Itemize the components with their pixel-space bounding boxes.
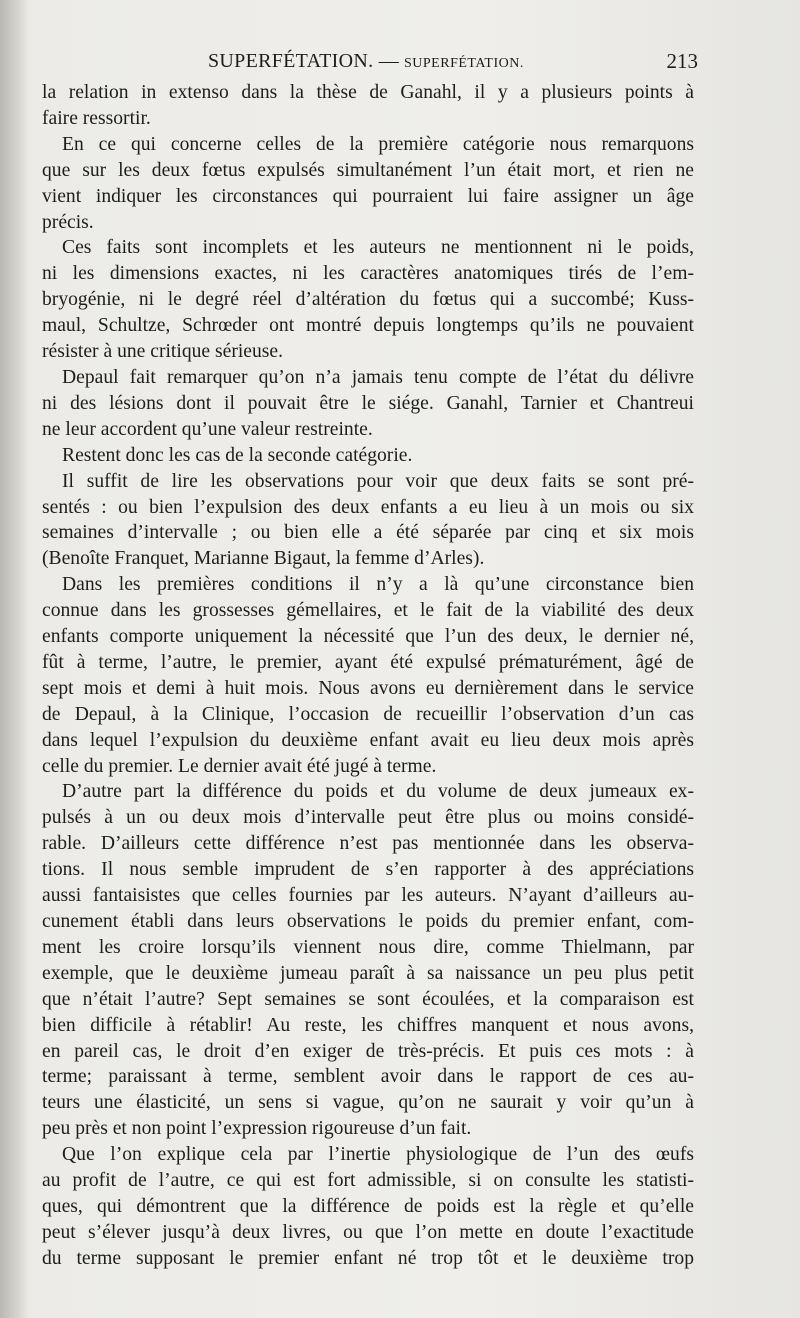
running-header	[208, 46, 698, 76]
running-subtitle: SUPERFÉTATION.	[404, 56, 524, 71]
text-line: En ce qui concerne celles de la première catégorie nous remarquons	[62, 133, 694, 155]
text-line: faire ressortir.	[42, 107, 151, 129]
text-line: Depaul fait remarquer qu’on n’a jamais tenu compte de l’état du délivre	[62, 366, 694, 388]
text-line: de Depaul, à la Clinique, l’occasion de recueillir l’observation d’un cas	[42, 703, 694, 725]
text-line: que sur les deux fœtus expulsés simultanément l’un était mort, et rien ne	[42, 159, 694, 181]
text-line: peu près et non point l’expression rigoureuse d’un fait.	[42, 1118, 472, 1140]
text-line: tions. Il nous semble imprudent de s’en rapporter à des appréciations	[42, 859, 694, 881]
text-line: dans lequel l’expulsion du deuxième enfant avait eu lieu deux mois après	[42, 729, 694, 751]
page-gutter-shadow	[0, 0, 28, 1318]
text-line: celle du premier. Le dernier avait été jugé à terme.	[42, 755, 437, 777]
running-title: SUPERFÉTATION. —	[208, 50, 399, 72]
text-line: exemple, que le deuxième jumeau paraît à sa naissance un peu plus petit	[42, 962, 694, 984]
text-line: sentés : ou bien l’expulsion des deux enfants a eu lieu à un mois ou six	[42, 496, 694, 518]
text-line: fût à terme, l’autre, le premier, ayant été expulsé prématurément, âgé de	[42, 651, 694, 673]
body-text	[42, 80, 694, 1272]
text-line: Ces faits sont incomplets et les auteurs ne mentionnent ni le poids,	[62, 237, 694, 259]
text-line: cunement établi dans leurs observations le poids du premier enfant, com-	[42, 911, 694, 932]
text-line: que n’était l’autre? Sept semaines se sont écoulées, et la comparaison est	[42, 988, 694, 1010]
text-line: ni des lésions dont il pouvait être le siége. Ganahl, Tarnier et Chantreui	[42, 392, 694, 414]
text-line: (Benoîte Franquet, Marianne Bigaut, la femme d’Arles).	[42, 548, 485, 570]
text-line: vient indiquer les circonstances qui pourraient lui faire assigner un âge	[42, 185, 694, 207]
text-line: précis.	[42, 211, 94, 233]
text-line: pulsés à un ou deux mois d’intervalle peut être plus ou moins considé-	[42, 807, 694, 829]
text-line: rable. D’ailleurs cette différence n’est pas mentionnée dans les observa-	[42, 833, 694, 855]
text-line: semaines d’intervalle ; ou bien elle a été séparée par cinq et six mois	[42, 522, 694, 544]
text-line: ne leur accordent qu’une valeur restreinte.	[42, 418, 373, 440]
text-line: ques, qui démontrent que la différence de poids est la règle et qu’elle	[42, 1195, 694, 1217]
text-line: la relation in extenso dans la thèse de Ganahl, il y a plusieurs points à	[42, 82, 694, 103]
text-line: Que l’on explique cela par l’inertie physiologique de l’un des œufs	[62, 1144, 694, 1166]
text-line: sept mois et demi à huit mois. Nous avons eu dernièrement dans le service	[42, 677, 694, 699]
text-line: maul, Schultze, Schrœder ont montré depuis longtemps qu’ils ne pouvaient	[42, 315, 694, 337]
text-line: enfants comporte uniquement la nécessité que l’un des deux, le dernier né,	[42, 626, 694, 648]
text-line: teurs une élasticité, un sens si vague, qu’on ne saurait y voir qu’un à	[42, 1092, 694, 1114]
text-line: peut s’élever jusqu’à deux livres, ou que l’on mette en doute l’exactitude	[42, 1221, 694, 1243]
text-line: D’autre part la différence du poids et du volume de deux jumeaux ex-	[62, 781, 694, 803]
text-line: résister à une critique sérieuse.	[42, 341, 284, 363]
text-line: Dans les premières conditions il n’y a là qu’une circonstance bien	[62, 574, 694, 596]
text-line: terme; paraissant à terme, semblent avoir dans le rapport de ces au-	[42, 1066, 694, 1088]
text-line: bien difficile à rétablir! Au reste, les chiffres manquent et nous avons,	[42, 1014, 694, 1036]
text-line: ni les dimensions exactes, ni les caractères anatomiques tirés de l’em-	[42, 263, 694, 285]
text-line: Il suffit de lire les observations pour voir que deux faits se sont pré-	[62, 470, 694, 492]
page-number: 213	[666, 49, 698, 73]
text-line: aussi fantaisistes que celles fournies par les auteurs. N’ayant d’ailleurs au-	[42, 885, 694, 907]
text-line: ment les croire lorsqu’ils viennent nous dire, comme Thielmann, par	[42, 936, 694, 958]
text-line: bryogénie, ni le degré réel d’altération du fœtus qui a succombé; Kuss-	[42, 289, 694, 311]
text-line: connue dans les grossesses gémellaires, et le fait de la viabilité des deux	[42, 600, 694, 622]
text-line: en pareil cas, le droit d’en exiger de très-précis. Et puis ces mots : à	[42, 1040, 694, 1062]
text-line: Restent donc les cas de la seconde catégorie.	[62, 444, 413, 466]
text-line: au profit de l’autre, ce qui est fort admissible, si on consulte les statisti-	[42, 1170, 694, 1192]
text-line: du terme supposant le premier enfant né trop tôt et le deuxième trop	[42, 1247, 694, 1269]
